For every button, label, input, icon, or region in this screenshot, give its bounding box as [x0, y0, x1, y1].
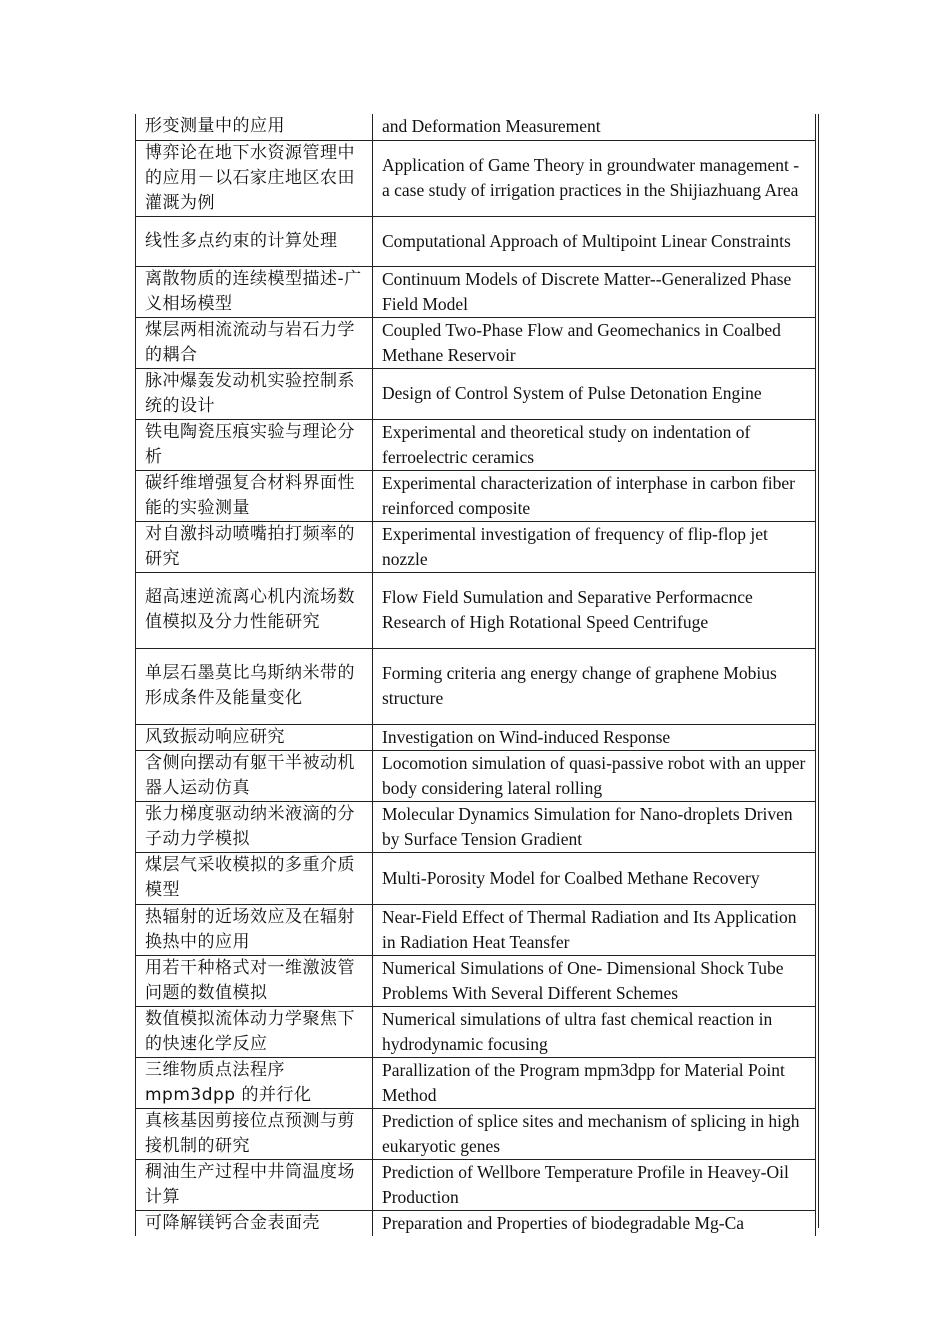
table-row	[136, 470, 816, 521]
english-term: Coupled Two-Phase Flow and Geomechanics in Coalbed Methane Reservoir	[373, 317, 816, 368]
english-term: Numerical Simulations of One- Dimensional Shock Tube Problems With Several Different Schemes	[373, 955, 816, 1006]
chinese-term: 热辐射的近场效应及在辐射换热中的应用	[136, 904, 373, 955]
chinese-term: 单层石墨莫比乌斯纳米带的形成条件及能量变化	[136, 648, 373, 724]
english-term: Molecular Dynamics Simulation for Nano-droplets Driven by Surface Tension Gradient	[373, 801, 816, 852]
english-term: Computational Approach of Multipoint Linear Constraints	[373, 216, 816, 266]
table-row	[136, 419, 816, 470]
chinese-term: 博弈论在地下水资源管理中的应用－以石家庄地区农田灌溉为例	[136, 140, 373, 216]
chinese-term: 形变测量中的应用	[136, 114, 373, 140]
english-term: Prediction of Wellbore Temperature Profile in Heavey-Oil Production	[373, 1159, 816, 1210]
chinese-term: 可降解镁钙合金表面壳	[136, 1210, 373, 1236]
chinese-term: 三维物质点法程序mpm3dpp 的并行化	[136, 1057, 373, 1108]
english-term: Parallization of the Program mpm3dpp for Material Point Method	[373, 1057, 816, 1108]
table-row	[136, 852, 816, 904]
english-term: Design of Control System of Pulse Detonation Engine	[373, 368, 816, 419]
table-row	[136, 1108, 816, 1159]
table-row	[136, 955, 816, 1006]
chinese-term: 线性多点约束的计算处理	[136, 216, 373, 266]
english-term: Experimental and theoretical study on indentation of ferroelectric ceramics	[373, 419, 816, 470]
english-term: Investigation on Wind-induced Response	[373, 724, 816, 750]
english-term: Application of Game Theory in groundwater management - a case study of irrigation practices in the Shijiazhuang Area	[373, 140, 816, 216]
table-row	[136, 724, 816, 750]
table-row	[136, 904, 816, 955]
table-row	[136, 114, 816, 140]
english-term: and Deformation Measurement	[373, 114, 816, 140]
english-term: Numerical simulations of ultra fast chemical reaction in hydrodynamic focusing	[373, 1006, 816, 1057]
table-row	[136, 368, 816, 419]
chinese-term: 稠油生产过程中井筒温度场计算	[136, 1159, 373, 1210]
chinese-term: 真核基因剪接位点预测与剪接机制的研究	[136, 1108, 373, 1159]
chinese-term: 碳纤维增强复合材料界面性能的实验测量	[136, 470, 373, 521]
table-row	[136, 1006, 816, 1057]
english-term: Multi-Porosity Model for Coalbed Methane Recovery	[373, 852, 816, 904]
chinese-term: 张力梯度驱动纳米液滴的分子动力学模拟	[136, 801, 373, 852]
chinese-term: 煤层气采收模拟的多重介质模型	[136, 852, 373, 904]
table-row	[136, 1159, 816, 1210]
chinese-term: 超高速逆流离心机内流场数值模拟及分力性能研究	[136, 572, 373, 648]
english-term: Flow Field Sumulation and Separative Performacnce Research of High Rotational Speed Centrifuge	[373, 572, 816, 648]
table-row	[136, 801, 816, 852]
chinese-term: 离散物质的连续模型描述-广义相场模型	[136, 266, 373, 317]
table-row	[136, 572, 816, 648]
table-row	[136, 317, 816, 368]
chinese-term: 煤层两相流流动与岩石力学的耦合	[136, 317, 373, 368]
chinese-term: 数值模拟流体动力学聚焦下的快速化学反应	[136, 1006, 373, 1057]
english-term: Near-Field Effect of Thermal Radiation and Its Application in Radiation Heat Teansfer	[373, 904, 816, 955]
chinese-term: 对自激抖动喷嘴拍打频率的研究	[136, 521, 373, 572]
english-term: Continuum Models of Discrete Matter--Generalized Phase Field Model	[373, 266, 816, 317]
english-term: Experimental investigation of frequency of flip-flop jet nozzle	[373, 521, 816, 572]
table-row	[136, 140, 816, 216]
english-term: Locomotion simulation of quasi-passive robot with an upper body considering lateral rolling	[373, 750, 816, 801]
english-term: Forming criteria ang energy change of graphene Mobius structure	[373, 648, 816, 724]
chinese-term: 风致振动响应研究	[136, 724, 373, 750]
terminology-table	[135, 114, 816, 1236]
english-term: Preparation and Properties of biodegradable Mg-Ca	[373, 1210, 816, 1236]
table-row	[136, 750, 816, 801]
chinese-term: 脉冲爆轰发动机实验控制系统的设计	[136, 368, 373, 419]
table-row	[136, 648, 816, 724]
chinese-term: 用若干种格式对一维激波管问题的数值模拟	[136, 955, 373, 1006]
table-row	[136, 216, 816, 266]
table-row	[136, 1057, 816, 1108]
english-term: Prediction of splice sites and mechanism of splicing in high eukaryotic genes	[373, 1108, 816, 1159]
table-row	[136, 266, 816, 317]
table-row	[136, 521, 816, 572]
table-right-border	[818, 114, 819, 1228]
chinese-term: 铁电陶瓷压痕实验与理论分析	[136, 419, 373, 470]
english-term: Experimental characterization of interphase in carbon fiber reinforced composite	[373, 470, 816, 521]
chinese-term: 含侧向摆动有躯干半被动机器人运动仿真	[136, 750, 373, 801]
table-row	[136, 1210, 816, 1236]
